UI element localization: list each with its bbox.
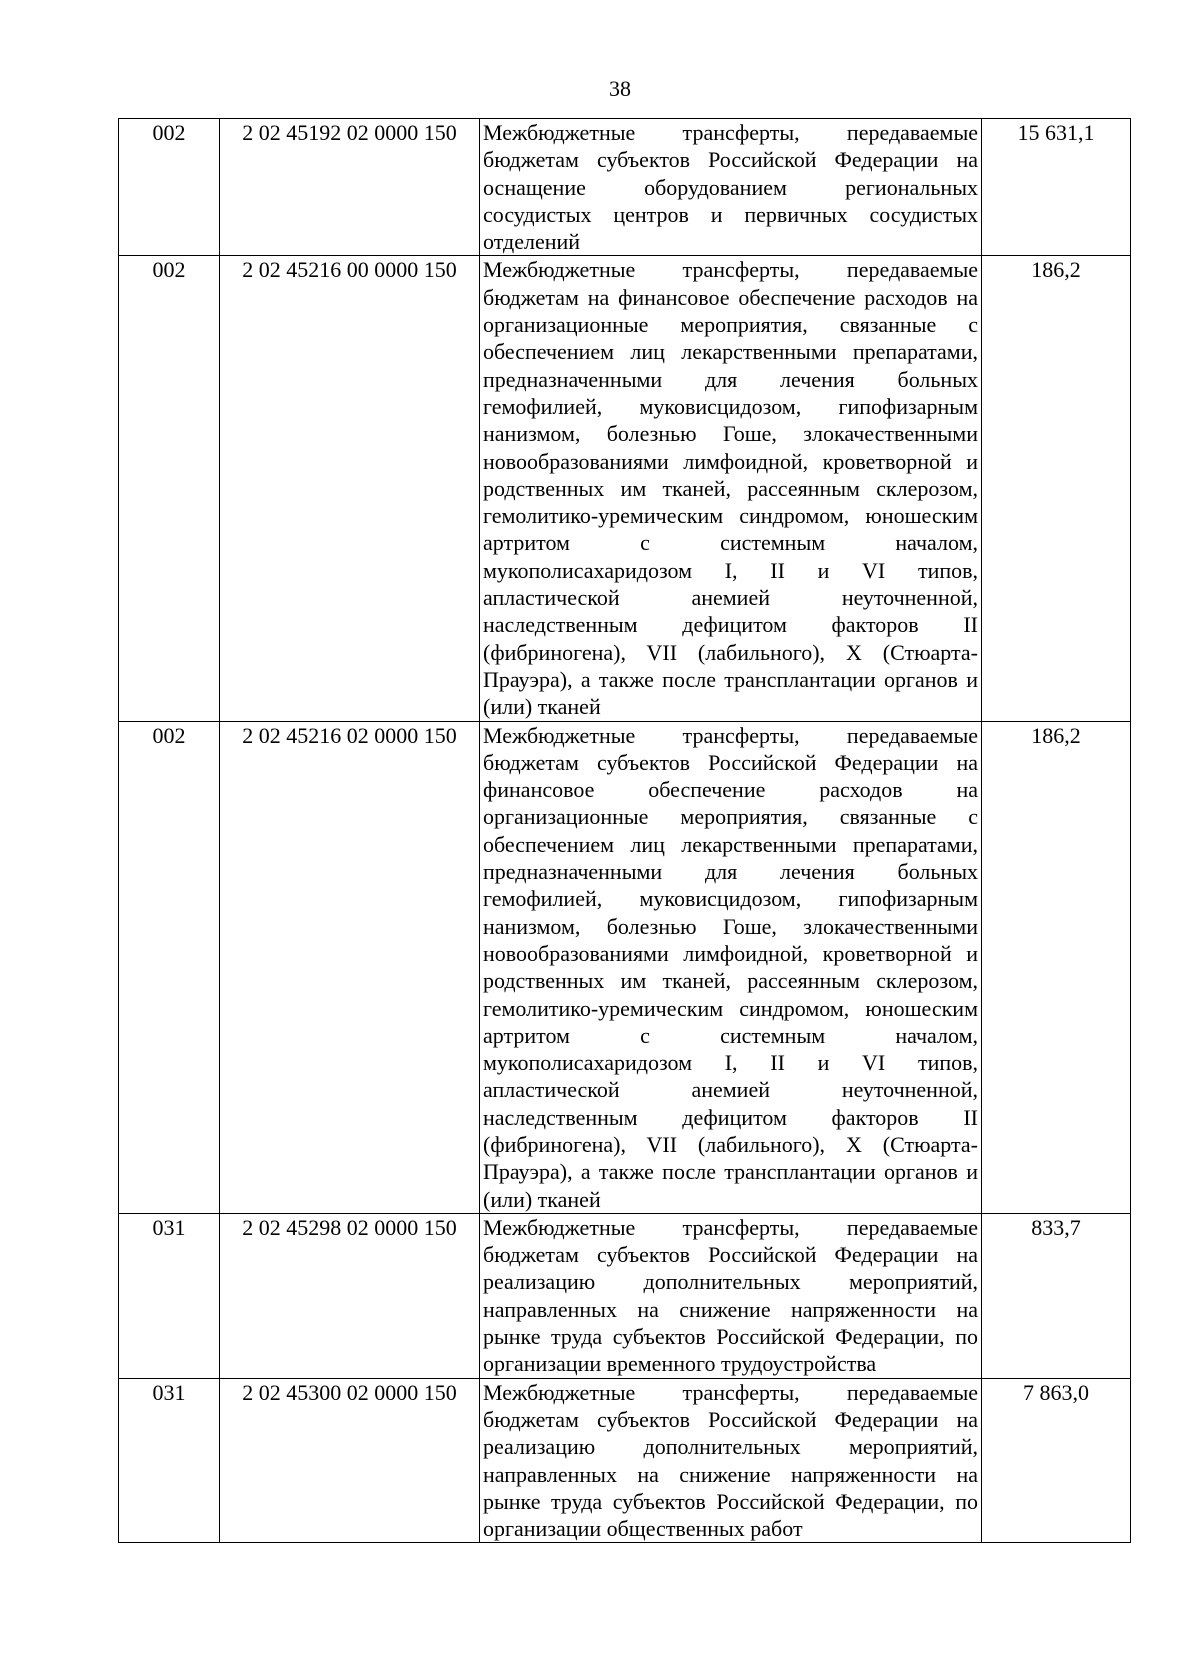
description-cell: Межбюджетные трансферты, передаваемые бюджетам субъектов Российской Федерации на финансовое обеспечение расходов на организационные мероприятия, связанные с обеспечением лиц лекарственными препаратами, предназначенными для лечения больных гемофилией, муковисцидозом, гипофизарным нанизмом, болезнью Гоше, злокачественными новообразованиями лимфоидной, кроветворной и родственных им тканей, рассеянным склерозом, гемолитико-уремическим синдромом, юношеским артритом с системным началом, мукополисахаридозом I, II и VI типов, апластической анемией неуточненной, наследственным дефицитом факторов II (фибриногена), VII (лабильного), X (Стюарта-Прауэра), а также после трансплантации органов и (или) тканей (480, 721, 982, 1213)
budget-code-cell: 2 02 45216 00 0000 150 (220, 256, 480, 721)
admin-code-cell: 002 (119, 119, 220, 256)
budget-table (118, 118, 1131, 1543)
table-row (119, 119, 1131, 256)
description-cell: Межбюджетные трансферты, передаваемые бюджетам субъектов Российской Федерации на реализацию дополнительных мероприятий, направленных на снижение напряженности на рынке труда субъектов Российской Федерации, по организации временного трудоустройства (480, 1213, 982, 1378)
admin-code-cell: 002 (119, 721, 220, 1213)
description-cell: Межбюджетные трансферты, передаваемые бюджетам субъектов Российской Федерации на оснащение оборудованием региональных сосудистых центров и первичных сосудистых отделений (480, 119, 982, 256)
budget-code-cell: 2 02 45192 02 0000 150 (220, 119, 480, 256)
description-cell: Межбюджетные трансферты, передаваемые бюджетам субъектов Российской Федерации на реализацию дополнительных мероприятий, направленных на снижение напряженности на рынке труда субъектов Российской Федерации, по организации общественных работ (480, 1378, 982, 1543)
table-row (119, 1213, 1131, 1378)
amount-cell: 15 631,1 (982, 119, 1131, 256)
admin-code-cell: 031 (119, 1213, 220, 1378)
budget-code-cell: 2 02 45298 02 0000 150 (220, 1213, 480, 1378)
amount-cell: 186,2 (982, 256, 1131, 721)
page-number: 38 (609, 76, 631, 101)
budget-code-cell: 2 02 45216 02 0000 150 (220, 721, 480, 1213)
table-row (119, 1378, 1131, 1543)
budget-code-cell: 2 02 45300 02 0000 150 (220, 1378, 480, 1543)
amount-cell: 833,7 (982, 1213, 1131, 1378)
amount-cell: 186,2 (982, 721, 1131, 1213)
admin-code-cell: 002 (119, 256, 220, 721)
table-row (119, 721, 1131, 1213)
admin-code-cell: 031 (119, 1378, 220, 1543)
table-row (119, 256, 1131, 721)
amount-cell: 7 863,0 (982, 1378, 1131, 1543)
description-cell: Межбюджетные трансферты, передаваемые бюджетам на финансовое обеспечение расходов на организационные мероприятия, связанные с обеспечением лиц лекарственными препаратами, предназначенными для лечения больных гемофилией, муковисцидозом, гипофизарным нанизмом, болезнью Гоше, злокачественными новообразованиями лимфоидной, кроветворной и родственных им тканей, рассеянным склерозом, гемолитико-уремическим синдромом, юношеским артритом с системным началом, мукополисахаридозом I, II и VI типов, апластической анемией неуточненной, наследственным дефицитом факторов II (фибриногена), VII (лабильного), X (Стюарта-Прауэра), а также после трансплантации органов и (или) тканей (480, 256, 982, 721)
